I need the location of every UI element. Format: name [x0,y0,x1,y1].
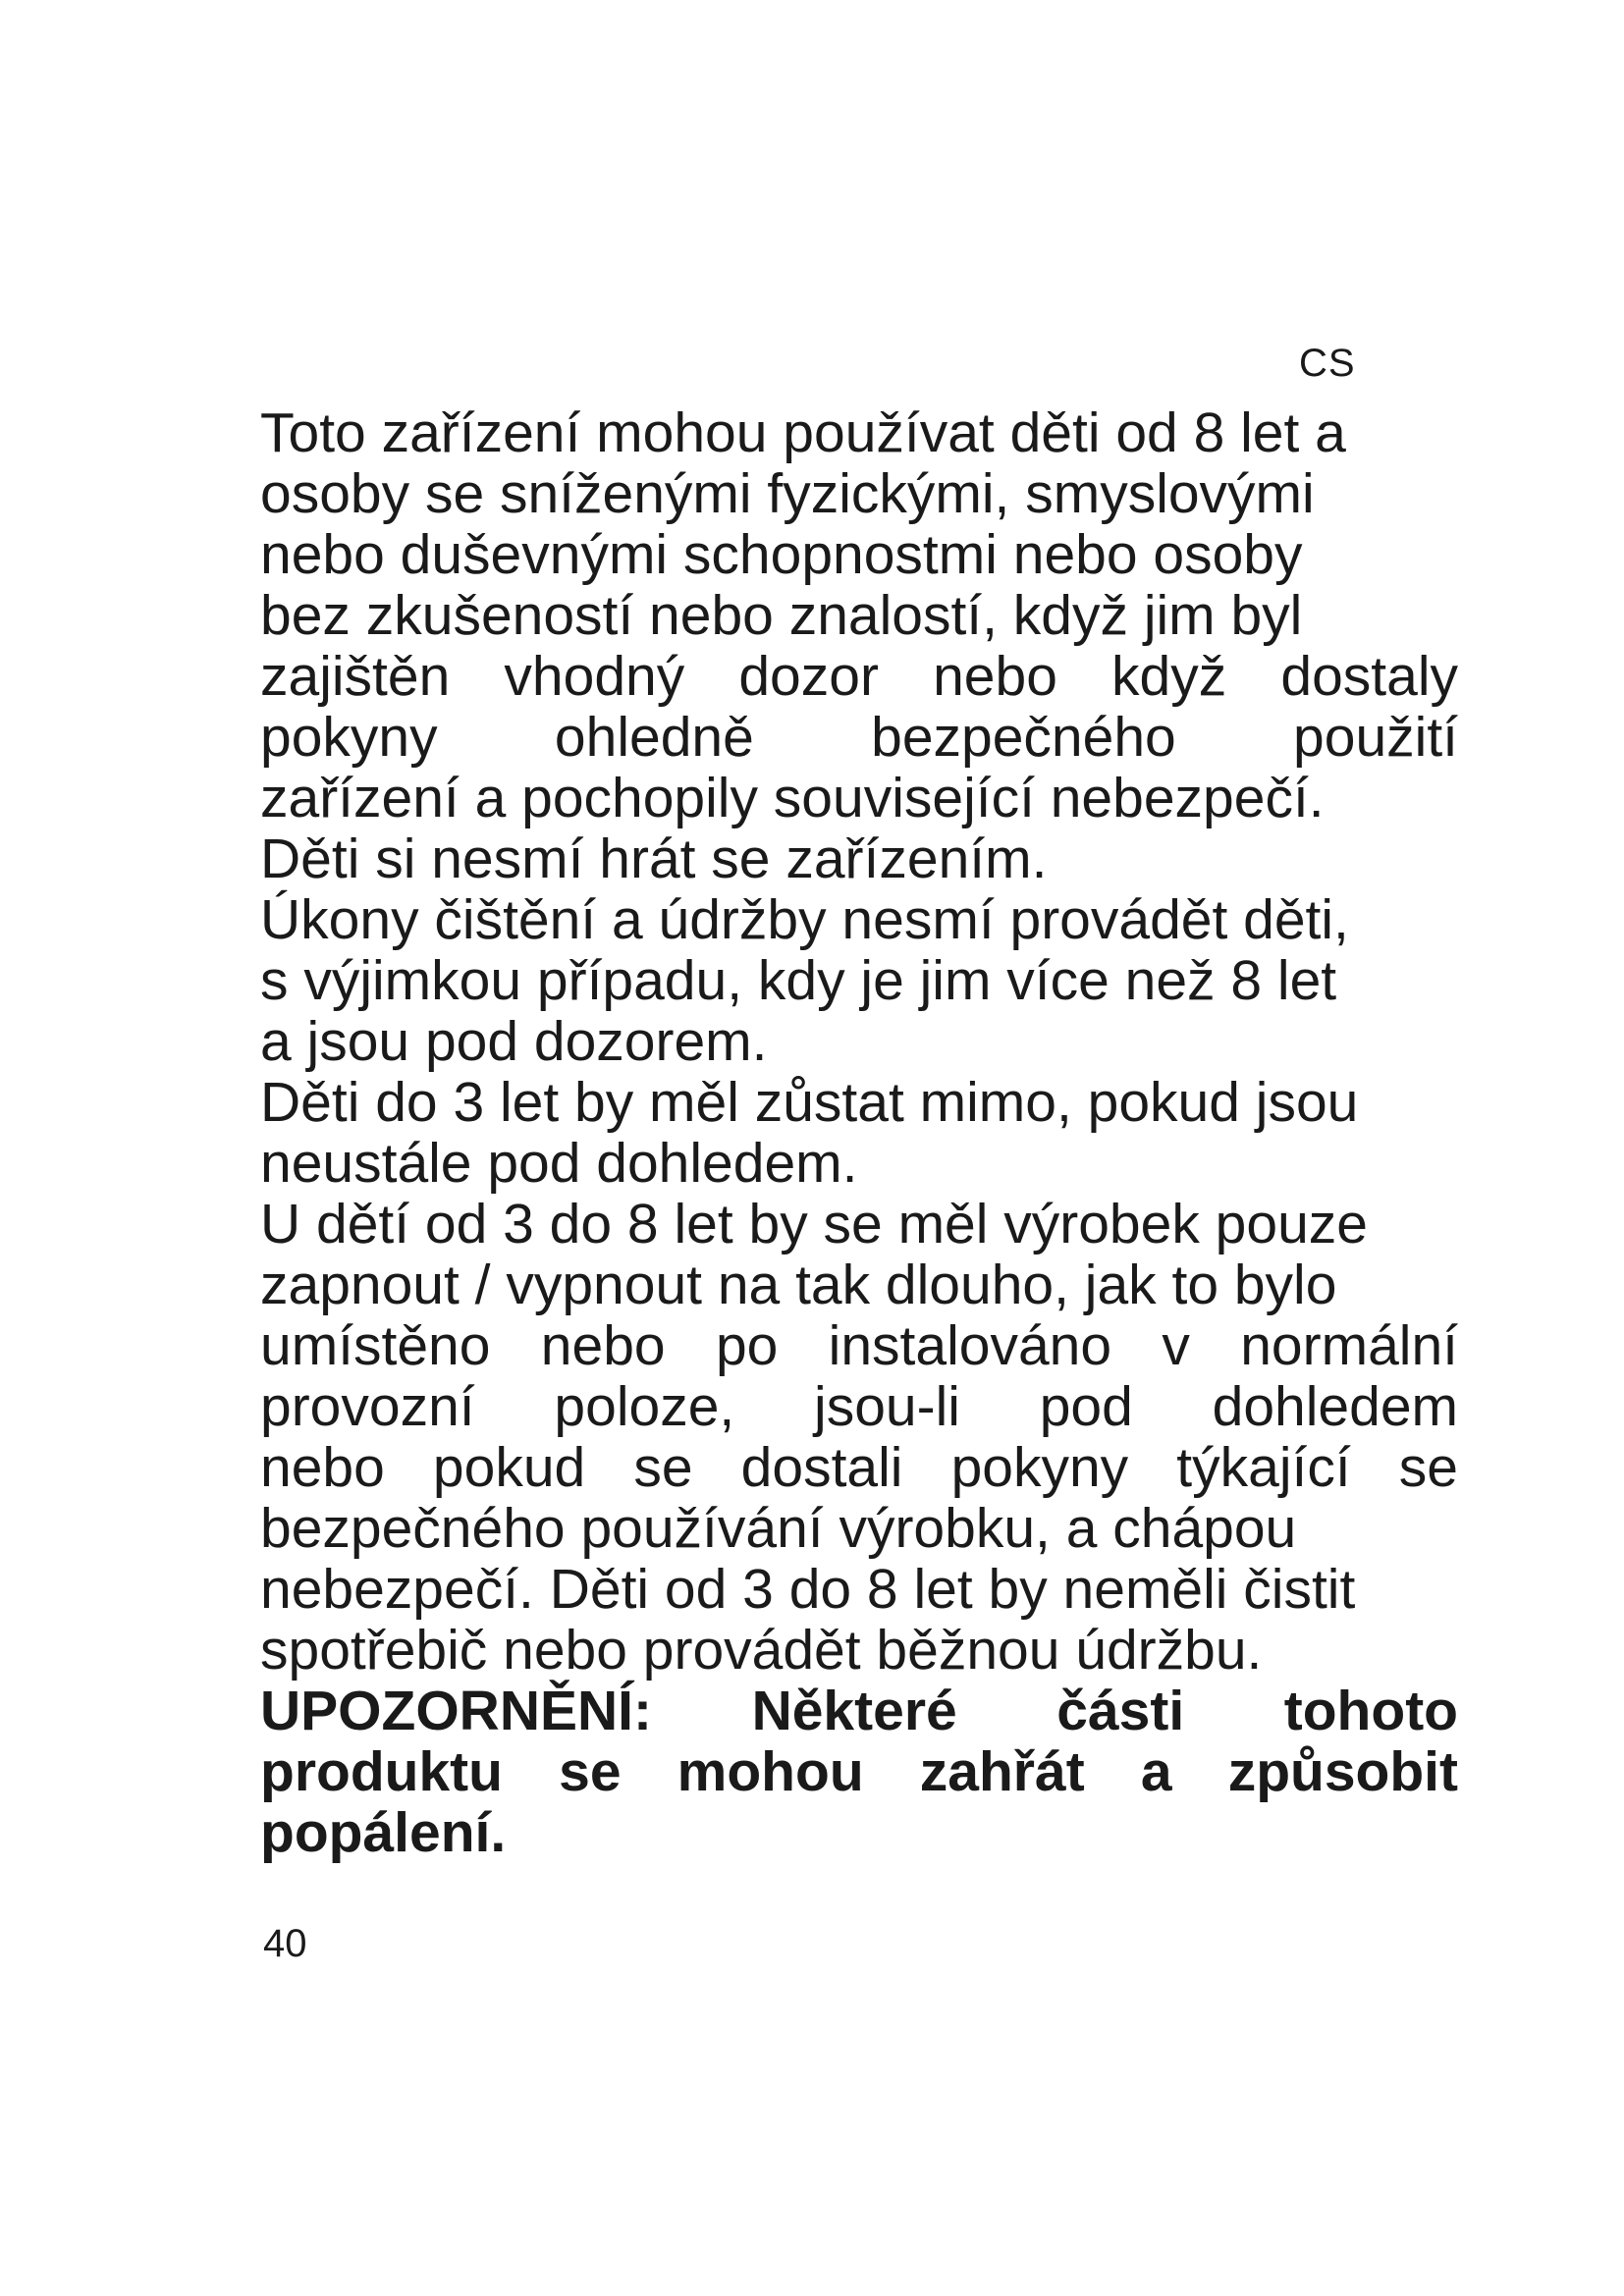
warning-line: popálení. [260,1801,507,1864]
text-line: bezpečného používání výrobku, a chápou [260,1497,1297,1560]
text-line: nebezpečí. Děti od 3 do 8 let by neměli čistit [260,1558,1356,1621]
text-line: U dětí od 3 do 8 let by se měl výrobek pouze [260,1193,1368,1255]
text-line: pokyny ohledně bezpečného použití [260,706,1458,769]
warning-line: produktu se mohou zahřát a způsobit [260,1740,1458,1803]
safety-text [260,402,1458,1863]
text-line: Úkony čištění a údržby nesmí provádět děti, [260,888,1349,951]
text-line: nebo pokud se dostali pokyny týkající se [260,1436,1458,1499]
page-number: 40 [263,1922,307,1965]
text-line: osoby se sníženými fyzickými, smyslovými [260,462,1315,525]
text-line: Děti si nesmí hrát se zařízením. [260,828,1048,890]
text-line: spotřebič nebo provádět běžnou údržbu. [260,1619,1263,1682]
text-line: umístěno nebo po instalováno v normální [260,1314,1458,1377]
text-line: Děti do 3 let by měl zůstat mimo, pokud jsou [260,1071,1359,1134]
language-code: CS [1299,342,1356,385]
text-line: neustále pod dohledem. [260,1132,858,1195]
text-line: Toto zařízení mohou používat děti od 8 let a [260,401,1346,464]
text-line: nebo duševnými schopnostmi nebo osoby [260,523,1303,586]
text-line: zajištěn vhodný dozor nebo když dostaly [260,645,1458,708]
text-line: provozní poloze, jsou-li pod dohledem [260,1375,1458,1438]
warning-line: UPOZORNĚNÍ: Některé části tohoto [260,1680,1458,1742]
text-line: zapnout / vypnout na tak dlouho, jak to bylo [260,1254,1337,1316]
text-line: s výjimkou případu, kdy je jim více než 8 let [260,949,1337,1012]
text-line: bez zkušeností nebo znalostí, když jim byl [260,584,1303,647]
text-line: zařízení a pochopily související nebezpečí. [260,767,1325,829]
text-line: a jsou pod dozorem. [260,1010,768,1073]
